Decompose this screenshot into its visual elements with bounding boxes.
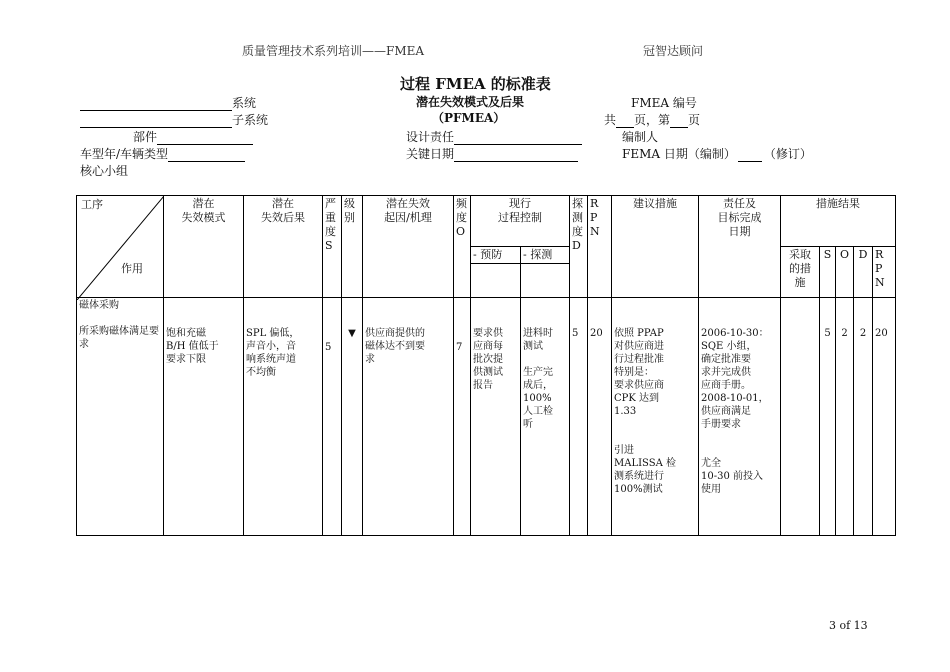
process-header-label: 工序 xyxy=(81,198,103,211)
meta-key-date: 关键日期 xyxy=(406,145,578,162)
action-results-header: 措施结果 xyxy=(781,196,896,247)
meta-fmea-no: FMEA 编号 xyxy=(631,96,697,110)
page-number: 3 of 13 xyxy=(829,619,868,632)
part-blank[interactable] xyxy=(157,132,253,145)
prevention-cell: 要求供 应商每 批次提 供测试 报告 xyxy=(471,298,521,536)
page-no-blank[interactable] xyxy=(670,115,688,128)
meta-subsystem: 子系统 xyxy=(80,111,268,128)
result-s-header: S xyxy=(820,247,836,298)
meta-system: 系统 xyxy=(80,94,256,111)
action-taken-header: 采取 的措 施 xyxy=(781,247,820,298)
detection-control-cell: 进料时 测试 生产完 成后， 100% 人工检 听 xyxy=(521,298,570,536)
recommended-action-header: 建议措施 xyxy=(612,196,699,298)
severity-cell: 5 xyxy=(323,298,342,536)
prevention-header-spacer xyxy=(471,264,521,298)
section-label: 磁体采购 xyxy=(79,300,119,311)
table-row xyxy=(77,298,896,536)
doc-header-right: 冠智达顾问 xyxy=(643,44,704,58)
detection-rating-cell: 5 xyxy=(570,298,588,536)
detection-control-header-spacer xyxy=(521,264,570,298)
occurrence-cell: 7 xyxy=(454,298,471,536)
cause-cell: 供应商提供的 磁体达不到要 求 xyxy=(363,298,454,536)
meta-fmea-date: FEMA 日期（编制） （修订） xyxy=(622,147,812,161)
subsystem-blank[interactable] xyxy=(80,115,232,128)
meta-page-count: 共 页，第 页 xyxy=(604,113,701,127)
class-cell: ▼ xyxy=(342,298,363,536)
failure-effect-header: 潜在 失效后果 xyxy=(244,196,323,298)
meta-prepared-by: 编制人 xyxy=(622,130,659,144)
result-s-cell: 5 xyxy=(820,298,836,536)
severity-header: 严 重 度 S xyxy=(323,196,342,298)
meta-design-resp: 设计责任 xyxy=(406,128,582,145)
form-subtitle: 潜在失效模式及后果 xyxy=(416,95,525,109)
rpn-cell: 20 xyxy=(588,298,612,536)
responsibility-cell: 2006-10-30： SQE 小组， 确定批准要 求并完成供 应商手册。 2008-10-01， 供应商满足 手册要求 尤全 10-30 前投入 使用 xyxy=(699,298,781,536)
design-resp-blank[interactable] xyxy=(454,132,582,145)
fmea-date-blank[interactable] xyxy=(738,149,762,162)
result-o-cell: 2 xyxy=(836,298,854,536)
system-blank[interactable] xyxy=(80,98,232,111)
page-total-blank[interactable] xyxy=(616,115,634,128)
doc-header-left: 质量管理技术系列培训——FMEA xyxy=(242,44,425,58)
key-date-blank[interactable] xyxy=(454,149,578,162)
meta-model-year: 车型年/车辆类型 xyxy=(80,145,245,162)
result-d-header: D xyxy=(854,247,873,298)
failure-effect-cell: SPL 偏低， 声音小，音 响系统声道 不均衡 xyxy=(244,298,323,536)
prevention-header: - 预防 xyxy=(471,247,521,264)
current-controls-header: 现行 过程控制 xyxy=(471,196,570,247)
function-text: 所采购磁体满足要求 xyxy=(79,326,159,350)
pfmea-table xyxy=(76,195,896,536)
action-taken-cell xyxy=(781,298,820,536)
result-rpn-cell: 20 xyxy=(873,298,896,536)
result-d-cell: 2 xyxy=(854,298,873,536)
rpn-header: R P N xyxy=(588,196,612,298)
result-rpn-header: R P N xyxy=(873,247,896,298)
function-header-label: 作用 xyxy=(121,262,143,275)
detection-header: 探 测 度 D xyxy=(570,196,588,298)
failure-mode-cell: 饱和充磁 B/H 值低于 要求下限 xyxy=(164,298,244,536)
process-function-header xyxy=(77,196,164,298)
function-cell xyxy=(77,298,164,536)
responsibility-header: 责任及 目标完成 日期 xyxy=(699,196,781,298)
cause-header: 潜在失效 起因/机理 xyxy=(363,196,454,298)
meta-core-team: 核心小组 xyxy=(80,164,129,178)
result-o-header: O xyxy=(836,247,854,298)
occurrence-header: 频 度 O xyxy=(454,196,471,298)
recommended-action-cell: 依照 PPAP 对供应商进 行过程批准 特别是： 要求供应商 CPK 达到 1.33 引进 MALISSA 检 测系统进行 100%测试 xyxy=(612,298,699,536)
failure-mode-header: 潜在 失效模式 xyxy=(164,196,244,298)
detection-control-header: - 探测 xyxy=(521,247,570,264)
form-title: 过程 FMEA 的标准表 xyxy=(400,75,551,93)
meta-part: 部件 xyxy=(133,128,253,145)
class-header: 级 别 xyxy=(342,196,363,298)
model-year-blank[interactable] xyxy=(168,149,245,162)
form-subtitle-abbr: （PFMEA） xyxy=(432,111,506,125)
